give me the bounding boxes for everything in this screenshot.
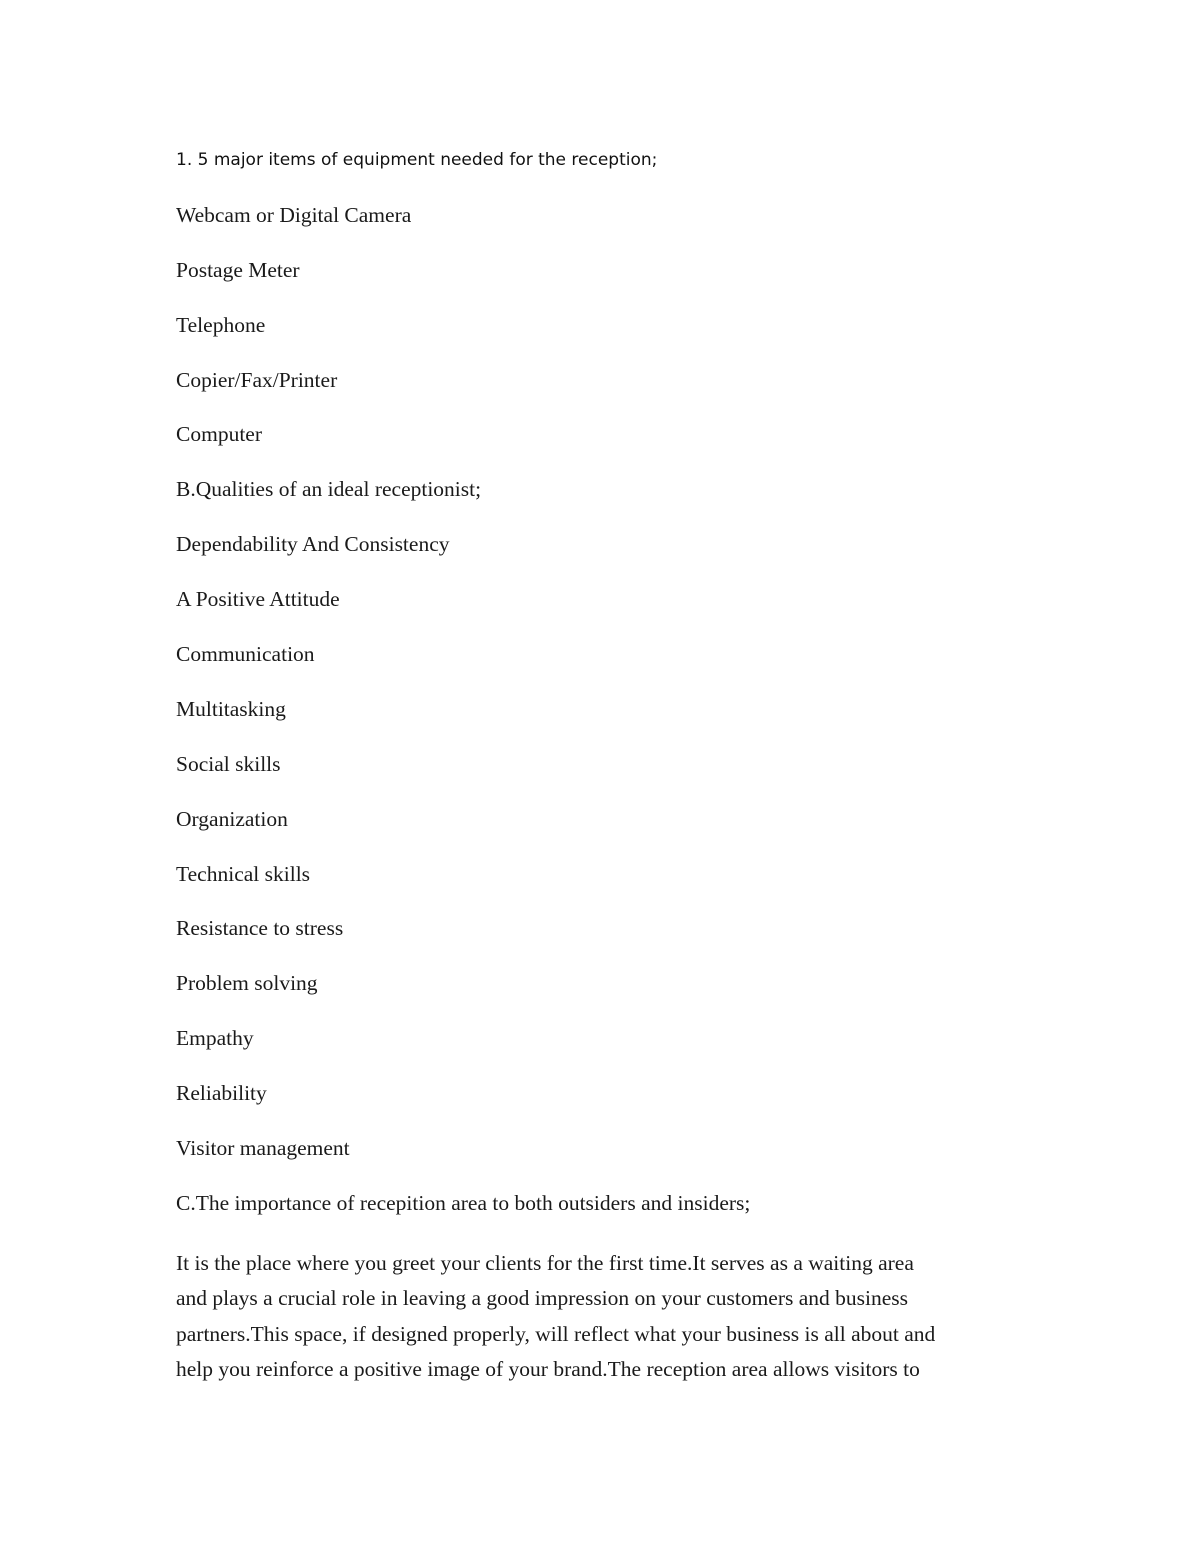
equipment-item-computer: Computer — [176, 422, 262, 446]
section-b-heading: B.Qualities of an ideal receptionist; — [176, 477, 482, 501]
quality-item-multitasking: Multitasking — [176, 697, 286, 721]
paragraph-line: help you reinforce a positive image of your brand.The reception area allows visitors to — [176, 1356, 920, 1381]
quality-item-problem-solving: Problem solving — [176, 971, 318, 995]
quality-item-reliability: Reliability — [176, 1081, 267, 1105]
paragraph-line: partners.This space, if designed properly, will reflect what your business is all about and — [176, 1321, 936, 1346]
paragraph-line: and plays a crucial role in leaving a good impression on your customers and business — [176, 1286, 909, 1311]
section-a-heading: 1. 5 major items of equipment needed for the reception; — [176, 150, 658, 170]
quality-item-organization: Organization — [176, 807, 288, 831]
equipment-item-telephone: Telephone — [176, 313, 266, 337]
equipment-item-copier: Copier/Fax/Printer — [176, 368, 338, 392]
equipment-item-postage-meter: Postage Meter — [176, 258, 300, 282]
quality-item-empathy: Empathy — [176, 1026, 254, 1050]
equipment-item-webcam: Webcam or Digital Camera — [176, 203, 412, 227]
quality-item-positive-attitude: A Positive Attitude — [176, 587, 340, 611]
quality-item-communication: Communication — [176, 642, 315, 666]
quality-item-technical-skills: Technical skills — [176, 862, 311, 886]
section-c-heading: C.The importance of recepition area to both outsiders and insiders; — [176, 1191, 751, 1215]
quality-item-stress-resistance: Resistance to stress — [176, 916, 344, 940]
quality-item-dependability: Dependability And Consistency — [176, 532, 450, 556]
quality-item-social-skills: Social skills — [176, 752, 281, 776]
paragraph-line: It is the place where you greet your clients for the first time.It serves as a waiting area — [176, 1251, 914, 1275]
reception-importance-paragraph — [176, 1246, 1026, 1387]
quality-item-visitor-management: Visitor management — [176, 1136, 350, 1160]
